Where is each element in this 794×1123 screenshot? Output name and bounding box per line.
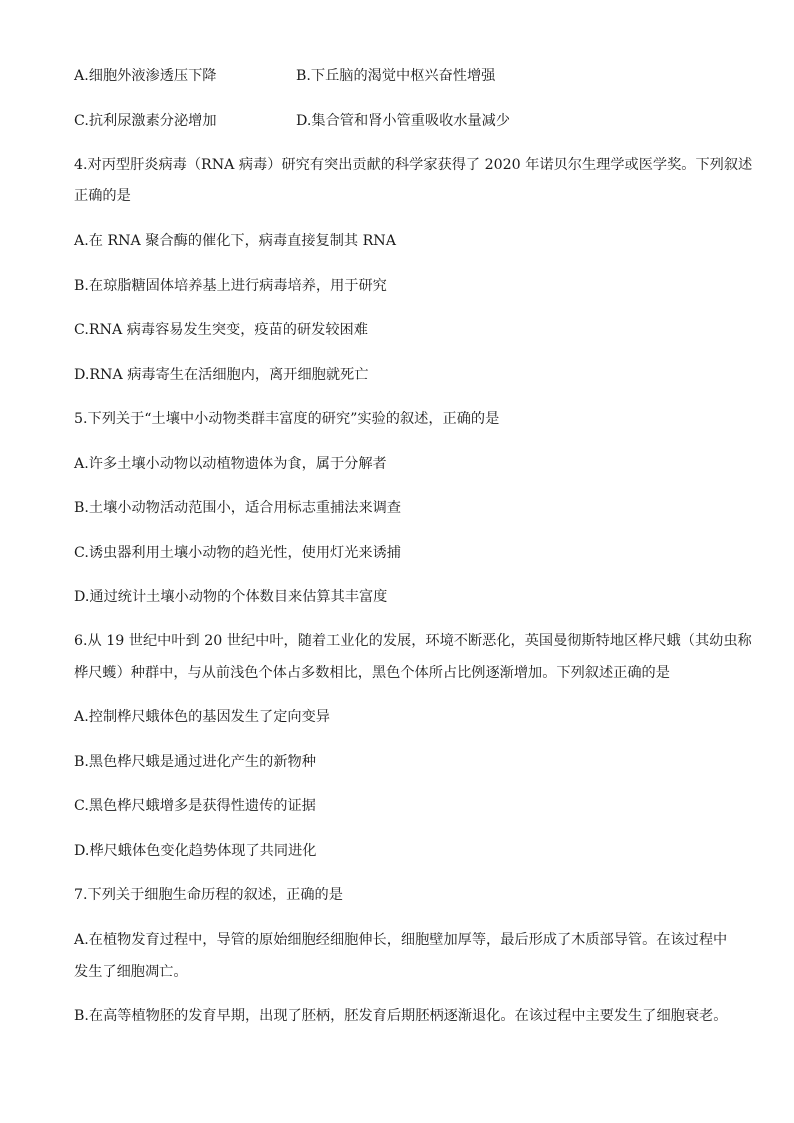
q5-option-d: D.通过统计土壤小动物的个体数目来估算其丰富度: [74, 589, 388, 605]
q4-option-a: A.在 RNA 聚合酶的催化下，病毒直接复制其 RNA: [74, 233, 396, 249]
q3-option-a: A.细胞外液渗透压下降: [74, 68, 217, 84]
q7-stem: 7.下列关于细胞生命历程的叙述，正确的是: [74, 887, 343, 903]
q7-option-b: B.在高等植物胚的发育早期，出现了胚柄，胚发育后期胚柄逐渐退化。在该过程中主要发生了细胞衰老。: [74, 1008, 728, 1024]
q4-stem-line1: 4.对丙型肝炎病毒（RNA 病毒）研究有突出贡献的科学家获得了 2020 年诺贝尔生理学或医学奖。下列叙述: [74, 157, 753, 173]
q5-option-b: B.土壤小动物活动范围小，适合用标志重捕法来调查: [74, 500, 402, 516]
q3-option-d: D.集合管和肾小管重吸收水量减少: [296, 113, 511, 129]
q6-option-a: A.控制桦尺蛾体色的基因发生了定向变异: [74, 709, 330, 725]
q7-option-a-line1: A.在植物发育过程中，导管的原始细胞经细胞伸长，细胞壁加厚等，最后形成了木质部导管。在该过程中: [74, 932, 728, 948]
q6-stem-line1: 6.从 19 世纪中叶到 20 世纪中叶，随着工业化的发展，环境不断恶化，英国曼彻斯特地区桦尺蛾（其幼虫称: [74, 633, 752, 649]
q5-option-c: C.诱虫器利用土壤小动物的趋光性，使用灯光来诱捕: [74, 545, 401, 561]
q3-option-b: B.下丘脑的渴觉中枢兴奋性增强: [296, 68, 496, 84]
q6-option-b: B.黑色桦尺蛾是通过进化产生的新物种: [74, 754, 316, 770]
q4-stem-line2: 正确的是: [74, 188, 131, 204]
q4-option-c: C.RNA 病毒容易发生突变，疫苗的研发较困难: [74, 322, 368, 338]
q4-option-d: D.RNA 病毒寄生在活细胞内，离开细胞就死亡: [74, 367, 369, 383]
q6-option-c: C.黑色桦尺蛾增多是获得性遗传的证据: [74, 798, 316, 814]
q4-option-b: B.在琼脂糖固体培养基上进行病毒培养，用于研究: [74, 278, 387, 294]
q7-option-a-line2: 发生了细胞凋亡。: [74, 964, 188, 980]
q6-stem-line2: 桦尺蠖）种群中，与从前浅色个体占多数相比，黑色个体所占比例逐渐增加。下列叙述正确的是: [74, 665, 670, 681]
q3-option-c: C.抗利尿激素分泌增加: [74, 113, 217, 129]
q6-option-d: D.桦尺蛾体色变化趋势体现了共同进化: [74, 843, 317, 859]
q5-stem: 5.下列关于“土壤中小动物类群丰富度的研究”实验的叙述，正确的是: [74, 411, 500, 427]
q5-option-a: A.许多土壤小动物以动植物遗体为食，属于分解者: [74, 456, 387, 472]
